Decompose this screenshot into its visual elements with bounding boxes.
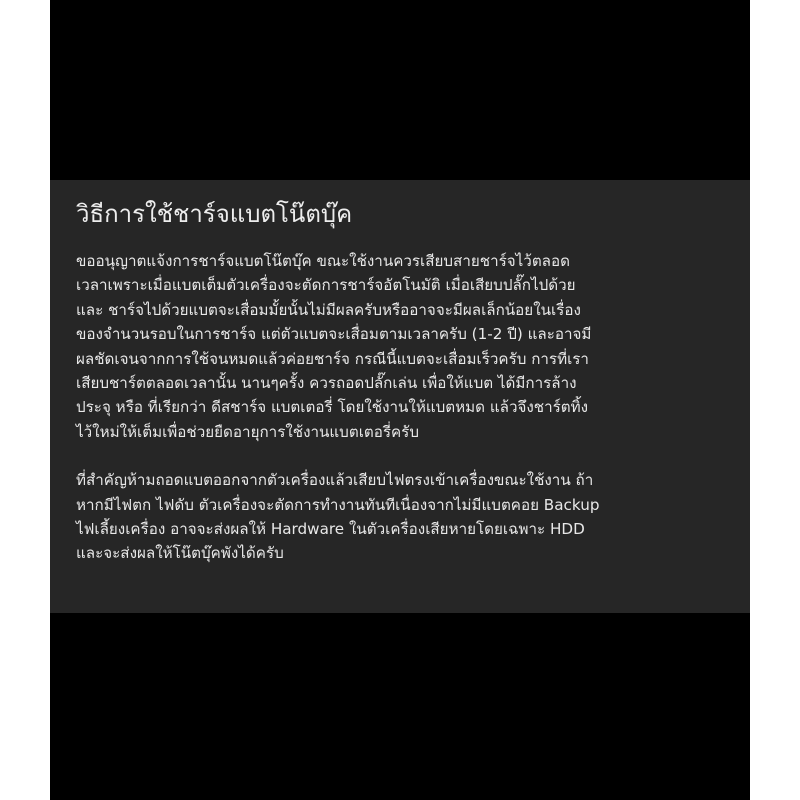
text-line: ไว้ใหม่ให้เต็มเพื่อช่วยยืดอายุการใช้งานแบตเตอรี่ครับ [76, 422, 419, 441]
text-line: ไฟเลี้ยงเครื่อง อาจจะส่งผลให้ Hardware ในตัวเครื่องเสียหายโดยเฉพาะ HDD [76, 520, 585, 539]
paragraph-charging-advice [76, 249, 724, 444]
text-card [50, 180, 750, 613]
text-line: และ ชาร์จไปด้วยแบตจะเสื่อมมั้ยนั้นไม่มีผลครับหรืออาจจะมีผลเล็กน้อยในเรื่อง [76, 300, 581, 319]
text-line: เวลาเพราะเมื่อแบตเต็มตัวเครื่องจะตัดการชาร์จอัตโนมัติ เมื่อเสียบปลั๊กไปด้วย [76, 276, 576, 295]
text-line: หากมีไฟตก ไฟดับ ตัวเครื่องจะตัดการทำงานทันทีเนื่องจากไม่มีแบตคอย Backup [76, 495, 600, 514]
text-line: และจะส่งผลให้โน๊ตบุ๊คพังได้ครับ [76, 544, 284, 563]
paragraph-warning [76, 468, 724, 566]
text-line: ขออนุญาตแจ้งการชาร์จแบตโน๊ตบุ๊ค ขณะใช้งานควรเสียบสายชาร์จไว้ตลอด [76, 252, 570, 270]
text-line: ประจุ หรือ ที่เรียกว่า ดีสชาร์จ แบตเตอรี่ โดยใช้งานให้แบตหมด แล้วจึงชาร์ตทิ้ง [76, 398, 589, 417]
text-line: ของจำนวนรอบในการชาร์จ แต่ตัวแบตจะเสื่อมตามเวลาครับ (1-2 ปี) และอาจมี [76, 325, 592, 344]
card-title: วิธีการใช้ชาร์จแบตโน๊ตบุ๊ค [76, 200, 353, 228]
text-line: ที่สำคัญห้ามถอดแบตออกจากตัวเครื่องแล้วเสียบไฟตรงเข้าเครื่องขณะใช้งาน ถ้า [76, 471, 594, 490]
text-line: ผลชัดเจนจากการใช้จนหมดแล้วค่อยชาร์จ กรณีนี้แบตจะเสื่อมเร็วครับ การที่เรา [76, 349, 589, 368]
text-line: เสียบชาร์ตตลอดเวลานั้น นานๆครั้ง ควรถอดปลั๊กเล่น เพื่อให้แบต ได้มีการล้าง [76, 374, 577, 393]
